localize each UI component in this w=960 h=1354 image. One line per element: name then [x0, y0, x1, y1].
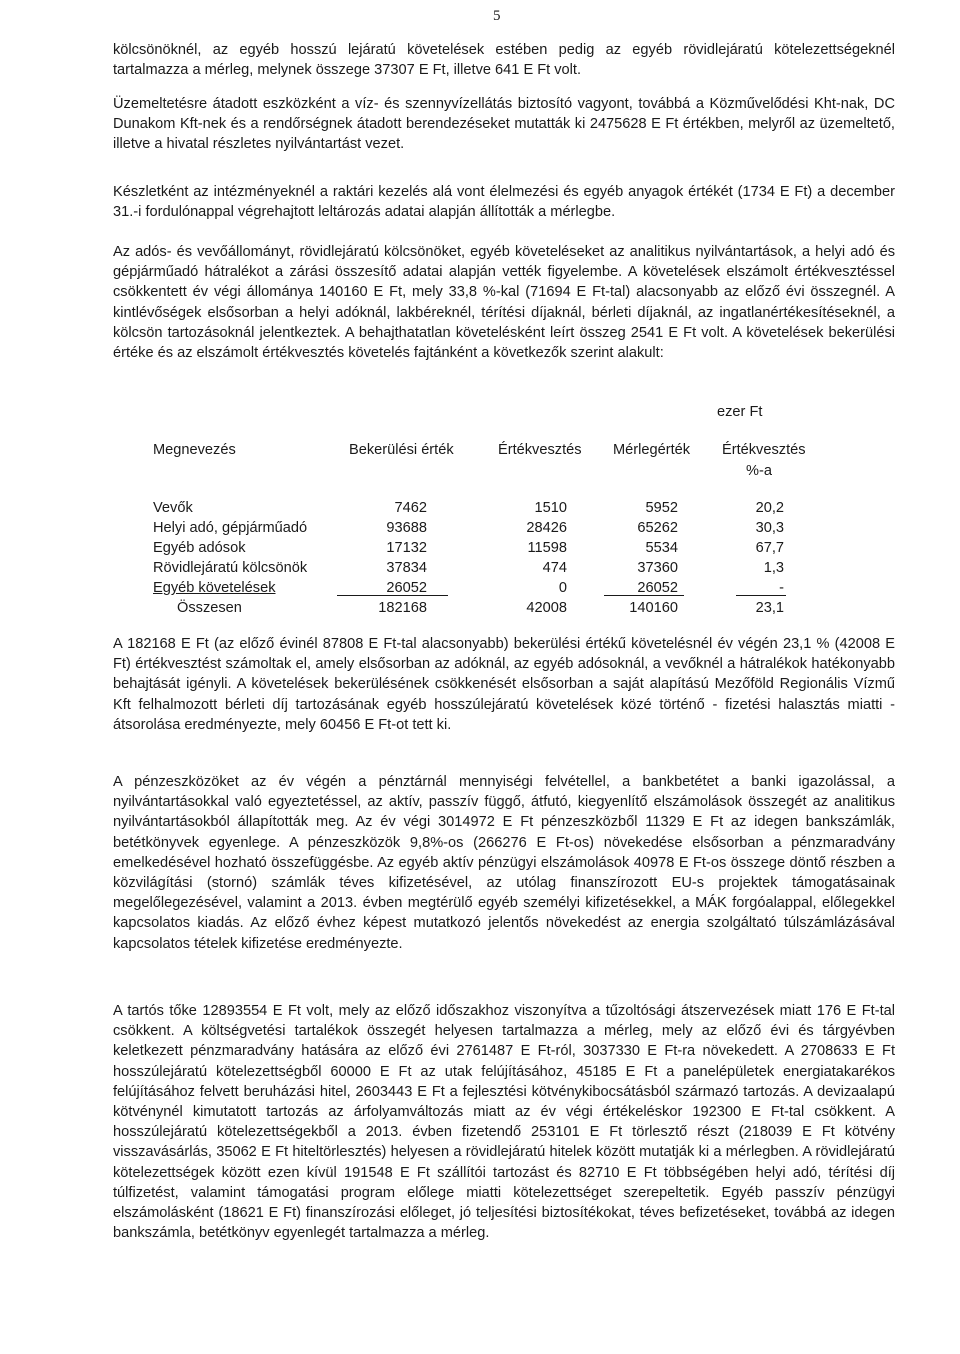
table-cell-book: 5952 [645, 500, 678, 516]
table-cell-book: 5534 [645, 540, 678, 556]
table-cell-pct: 20,2 [755, 500, 784, 516]
table-total-gross: 182168 [378, 600, 427, 616]
table-cell-impairment: 1510 [534, 500, 567, 516]
total-separator-line [337, 595, 448, 596]
table-cell-pct: - [779, 580, 784, 596]
table-row-name: Egyéb adósok [153, 540, 246, 556]
table-row-name: Helyi adó, gépjárműadó [153, 520, 308, 536]
table-row-name: Vevők [153, 500, 193, 516]
paragraph-6: A pénzeszközöket az év végén a pénztárnál mennyiségi felvétellel, a bankbetétet a banki igazolással, a nyilvántartásokkal való egyeztetéssel, az aktív, passzív függő, átfutó, kiegyenlítő elszámolások összegét az analitikus nyilvántartásokból állapították meg. Az év végi 3014972 E Ft pénzeszközből 11329 E Ft az idegen bankszámlák, betétkönyvek egyenlege. A pénzeszközök 9,8%-os (266276 E Ft-os) növekedése elsősorban a pénzmaradvány emelkedésével hozható összefüggésbe. Az egyéb aktív pénzügyi elszámolások 40978 E Ft-os összege döntő részben a közvilágítási (stornó) számlák téves kifizetésével, az utólag finanszírozott EU-s projektek támogatásainak megelőlegezésével, valamint a 2013. évben megtérülő egyéb személyi kifizetésekkel, a MÁK forgóalappal, előlegekkel kapcsolatos kiadás. Az előző évhez képest mutatkozó jelentős növekedést az energia szolgáltató túlszámlázásával kapcsolatos tételek kifizetése eredményezte. [113, 774, 895, 952]
header-name: Megnevezés [153, 442, 236, 458]
table-row-name: Egyéb követelések [153, 580, 276, 596]
paragraph-1: kölcsönöknél, az egyéb hosszú lejáratú követelések estében pedig az egyéb rövidlejáratú kötelezettségeknél tartalmazza a mérleg, melynek összege 37307 E Ft, illetve 641 E Ft volt. [113, 42, 895, 79]
table-cell-impairment: 0 [558, 580, 567, 596]
table-cell-gross: 37834 [386, 560, 427, 576]
table-total-book: 140160 [629, 600, 678, 616]
header-gross-value: Bekerülési érték [349, 442, 454, 458]
paragraph-4: Az adós- és vevőállományt, rövidlejáratú kölcsönöket, egyéb követeléseket az analitikus nyilvántartások, a helyi adó és gépjárműadó hátralékot a zárási összesítő adatai alapján vették figyelembe. A követelések elszámolt értékvesztéssel csökkentett év végi állománya 140160 E Ft, mely 33,8 %-kal (71694 E Ft-tal) alacsonyabb az előző évi összegnél. A kintlévőségek elsősorban a helyi adóknál, lakbéreknél, térítési díjaknál, bérleti díjaknál, az ingatlanértékesítéseknél, a kölcsön tartozásoknál jelentkeztek. A behajthatatlan követelésként leírt összeg 2541 E Ft volt. A követelések bekerülési értéke és az elszámolt értékvesztés követelés fajtánként a következők szerint alakult: [113, 244, 895, 362]
header-book-value: Mérlegérték [613, 442, 691, 458]
table-cell-gross: 17132 [386, 540, 427, 556]
paragraph-3: Készletként az intézményeknél a raktári kezelés alá vont élelmezési és egyéb anyagok értékét (1734 E Ft) a december 31.-i fordulónappal végrehajtott leltározás adatai alapján állították a mérlegbe. [113, 184, 895, 221]
table-cell-book: 37360 [637, 560, 678, 576]
header-impairment: Értékvesztés [498, 442, 582, 458]
table-cell-pct: 1,3 [763, 560, 784, 576]
table-cell-gross: 7462 [394, 500, 427, 516]
table-cell-impairment: 11598 [527, 540, 567, 556]
page-number: 5 [493, 8, 501, 24]
table-total-impairment: 42008 [526, 600, 567, 616]
table-total-pct: 23,1 [755, 600, 784, 616]
total-separator-line [736, 595, 786, 596]
unit-label: ezer Ft [717, 404, 763, 420]
table-cell-gross: 93688 [386, 520, 427, 536]
total-separator-line [604, 595, 684, 596]
paragraph-7: A tartós tőke 12893554 E Ft volt, mely az előző időszakhoz viszonyítva a tűzoltósági átszervezések miatt 176 E Ft-tal csökkent. A költségvetési tartalékok összegét helyesen tartalmazza a mérleg, mely az előző évi és tárgyévben keletkezett pénzmaradvány hatására az előző évi 2761487 E Ft-ról, 3037330 E Ft-ra növekedett. A 2708633 E Ft hosszúlejáratú kötelezettségből 60000 E Ft az utak felújításához, 45185 E Ft a panelépületek energiatakarékos felújításához felvett beruházási hitel, 2603443 E Ft a fejlesztési kötvénykibocsátásból származó tartozás. A devizaalapú kötvénynél kimutatott tartozás az árfolyamváltozás miatt az év végi értékeléskor 192300 E Ft-tal csökkent. A hosszúlejáratú kötelezettségekből a 2013. évben fizetendő 253101 E Ft törlesztő részt (218039 E Ft kötvény visszavásárlás, 35062 E Ft hiteltörlesztés) helyesen a rövidlejáratú hitelek között mutatják ki a mérlegben. A rövidlejáratú kötelezettségek között ezen kívül 191548 E Ft szállítói tartozást és 82710 E Ft többségében helyi adó, térítési díj túlfizetést, valamint támogatási program előlege miatti kötelezettséget szerepeltetik. Egyéb passzív pénzügyi elszámolásként (18621 E Ft) finanszírozási előleget, jó teljesítési biztosítékokat, téves befizetéseket, továbbá az idegen bankszámla, betétkönyv egyenlegét tartalmazza a mérleg. [113, 1003, 895, 1242]
table-cell-book: 65262 [637, 520, 678, 536]
table-cell-book: 26052 [637, 580, 678, 596]
table-cell-impairment: 474 [542, 560, 567, 576]
table-cell-gross: 26052 [386, 580, 427, 596]
header-impairment-pct: Értékvesztés [722, 442, 806, 458]
header-impairment-pct-suffix: %-a [746, 463, 772, 479]
paragraph-5: A 182168 E Ft (az előző évinél 87808 E Ft-tal alacsonyabb) bekerülési értékű követelésnél év végén 23,1 % (42008 E Ft) értékvesztést számoltak el, amely elsősorban az adóknál, az egyéb adósoknál, a vevőknél a hátralékok hatékonyabb behajtását igényli. A követelések bekerülésének csökkenését elsősorban a saját alapítású Mezőföld Regionális Vízmű Kft felhalmozott bérleti díj tartozásának egyéb hosszúlejáratú követelések közé történő - fizetési halasztás miatti - átsorolása eredményezte, mely 60456 E Ft-ot tett ki. [113, 636, 895, 733]
table-cell-impairment: 28426 [526, 520, 567, 536]
table-total-label: Összesen [177, 600, 242, 616]
table-cell-pct: 67,7 [755, 540, 784, 556]
table-cell-pct: 30,3 [755, 520, 784, 536]
paragraph-2: Üzemeltetésre átadott eszközként a víz- és szennyvízellátás biztosító vagyont, továbbá a Közművelődési Kht-nak, DC Dunakom Kft-nek és a rendőrségnek átadott berendezéseket mutatták ki 2475628 E Ft értékben, melyről az üzemeltető, illetve a hivatal részletes nyilvántartást vezet. [113, 96, 895, 153]
table-row-name: Rövidlejáratú kölcsönök [153, 560, 308, 576]
